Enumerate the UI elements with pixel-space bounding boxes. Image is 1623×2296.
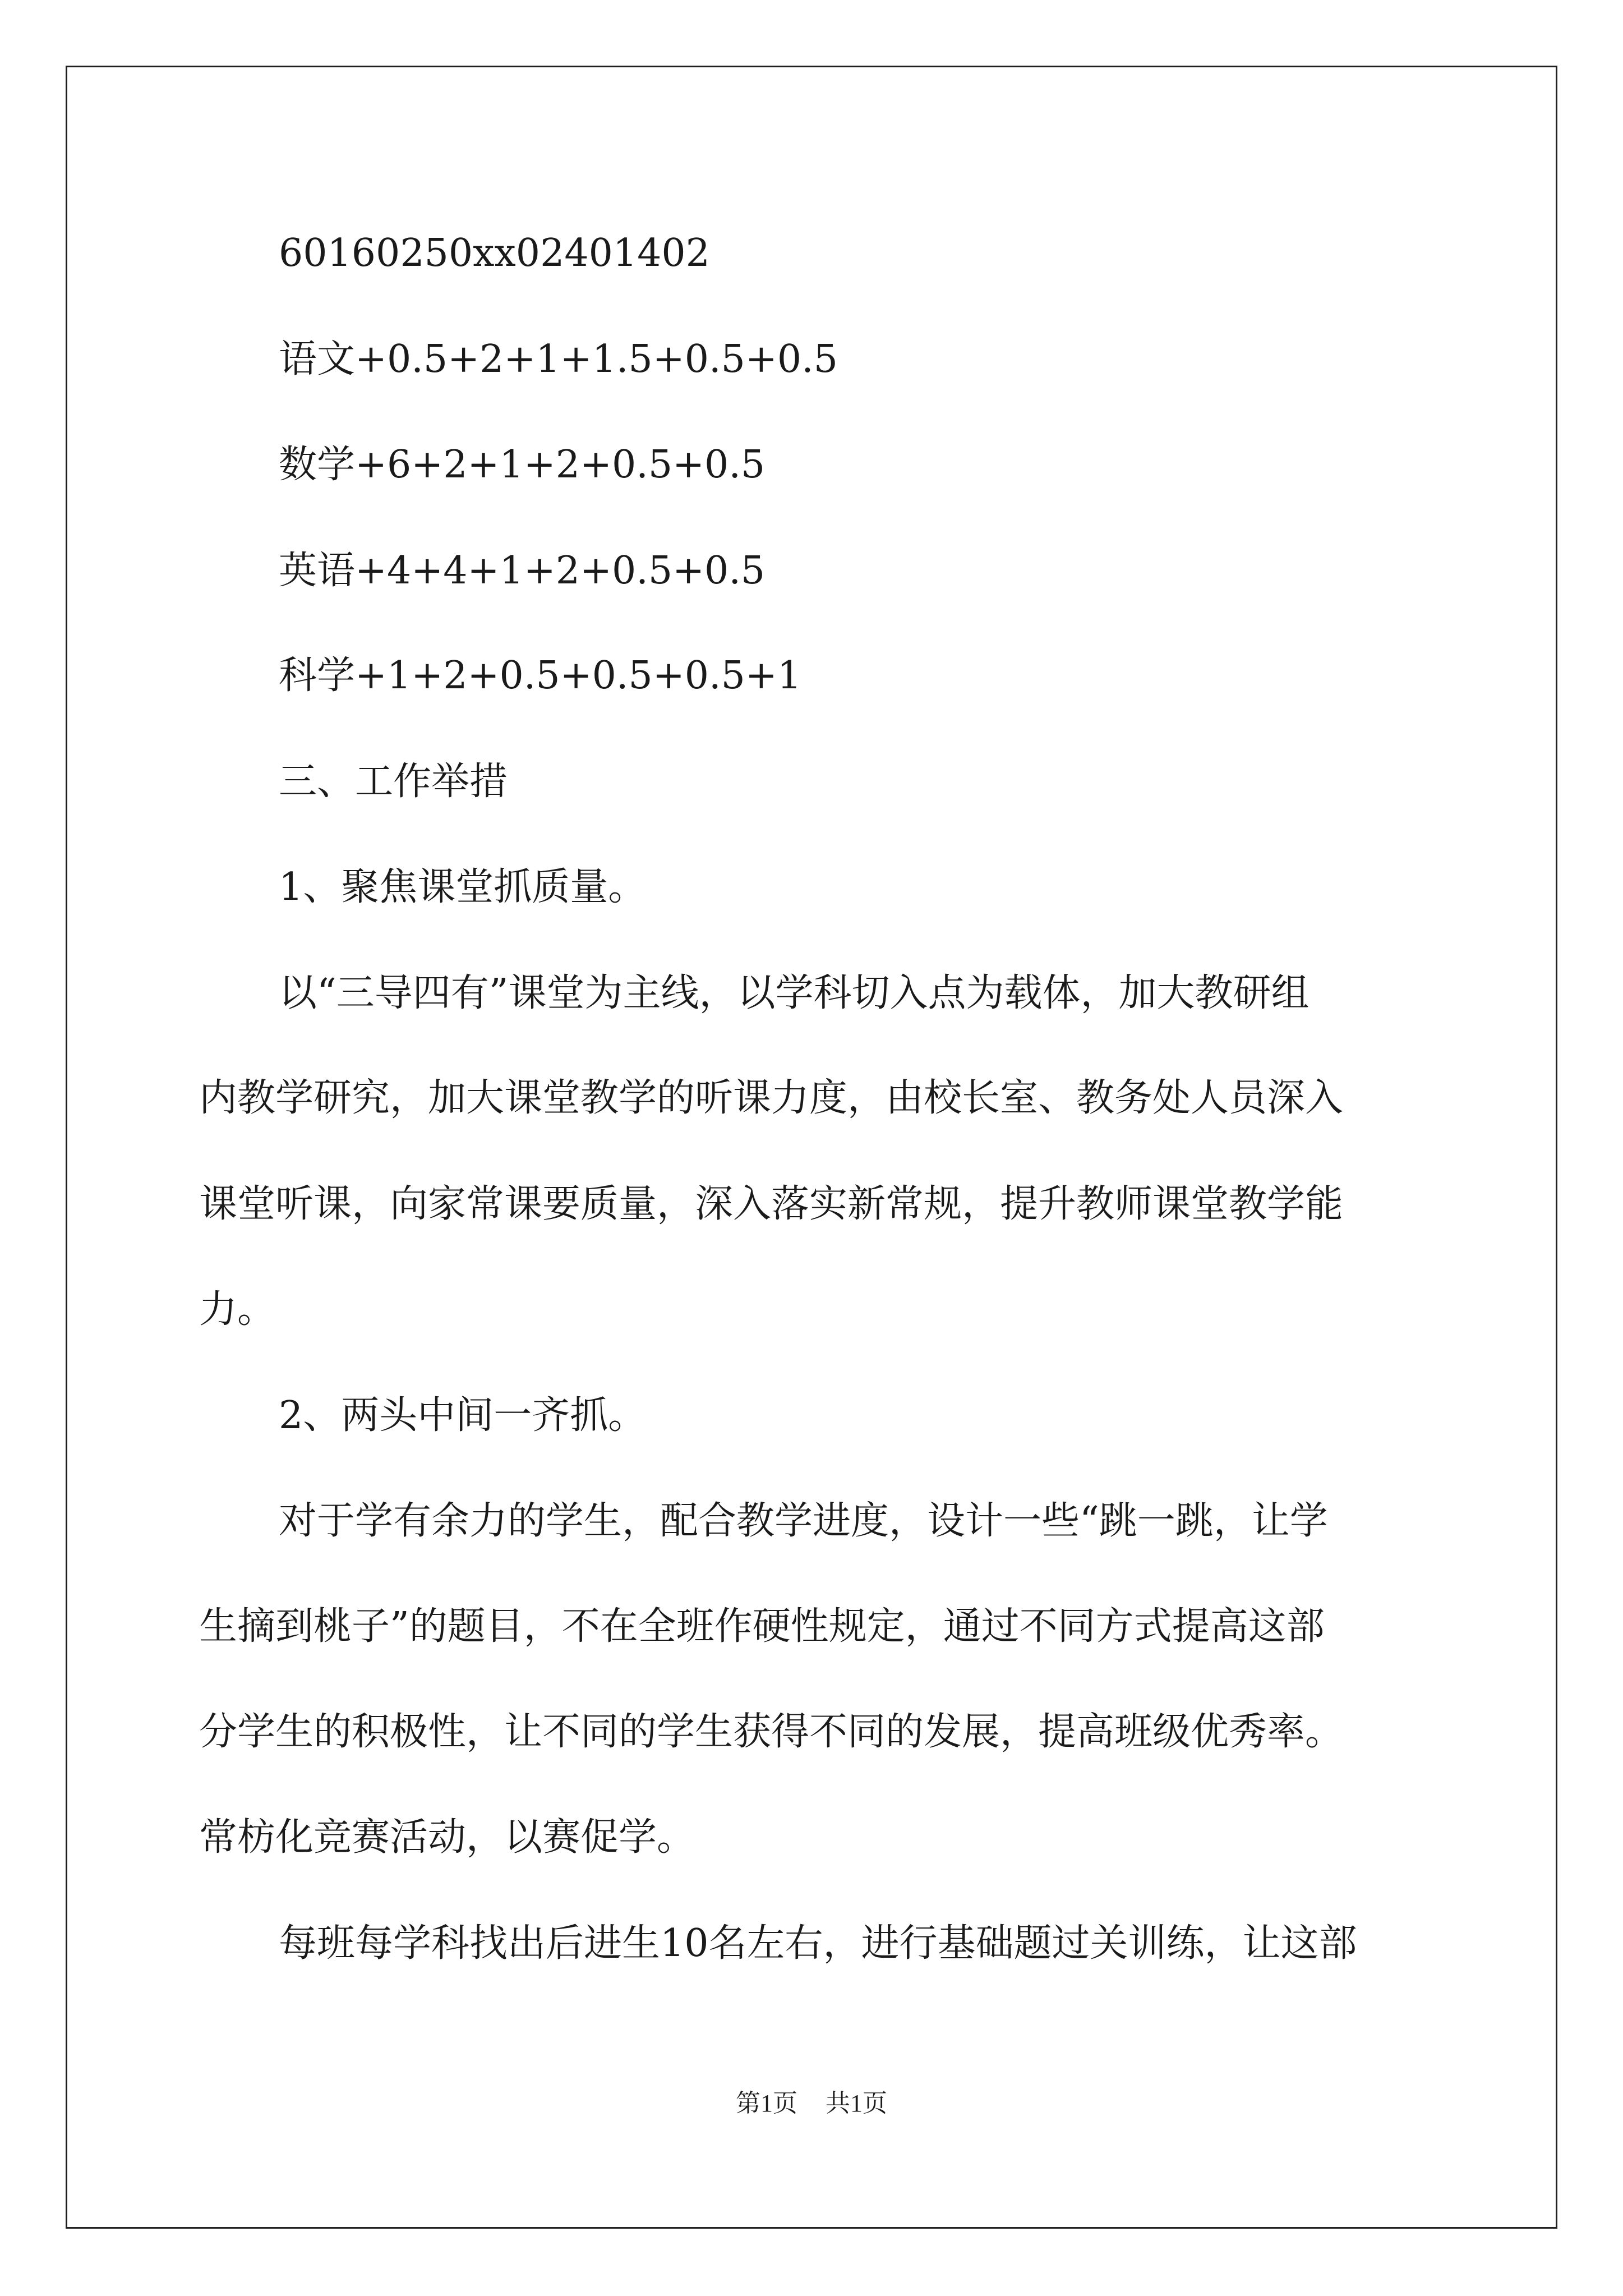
paragraph-line: 分学生的积极性，让不同的学生获得不同的发展，提高班级优秀率。 (199, 1710, 1344, 1754)
page-border (66, 66, 1557, 2229)
paragraph-line: 课堂听课，向家常课要质量，深入落实新常规，提升教师课堂教学能 (199, 1182, 1344, 1226)
paragraph-line: 常枋化竞赛活动，以赛促学。 (199, 1815, 695, 1860)
paragraph-line: 以“三导四有”课堂为主线，以学科切入点为载体，加大教研组 (279, 971, 1310, 1015)
paragraph-line: 生摘到桃子”的题目，不在全班作硬性规定，通过不同方式提高这部 (199, 1604, 1325, 1649)
paragraph-line: 对于学有余力的学生，配合教学进度，设计一些“跳一跳，让学 (279, 1499, 1328, 1543)
text-line: 语文+0.5+2+1+1.5+0.5+0.5 (279, 337, 838, 381)
subsection-heading: 1、聚焦课堂抓质量。 (279, 865, 647, 909)
text-line: 英语+4+4+1+2+0.5+0.5 (279, 549, 766, 593)
subsection-heading: 2、两头中间一齐抓。 (279, 1393, 647, 1438)
page-total: 共1页 (826, 2090, 887, 2117)
section-heading: 三、工作举措 (279, 760, 508, 804)
text-line: 60160250xx02401402 (279, 231, 710, 275)
paragraph-line: 每班每学科找出后进生10名左右，进行基础题过关训练，让这部 (279, 1921, 1357, 1966)
paragraph-line: 力。 (199, 1287, 276, 1332)
paragraph-line: 内教学研究，加大课堂教学的听课力度，由校长室、教务处人员深入 (199, 1076, 1344, 1120)
text-line: 数学+6+2+1+2+0.5+0.5 (279, 443, 766, 487)
page-number: 第1页 (736, 2090, 797, 2117)
page-footer (0, 2087, 1623, 2120)
text-line: 科学+1+2+0.5+0.5+0.5+1 (279, 654, 802, 698)
